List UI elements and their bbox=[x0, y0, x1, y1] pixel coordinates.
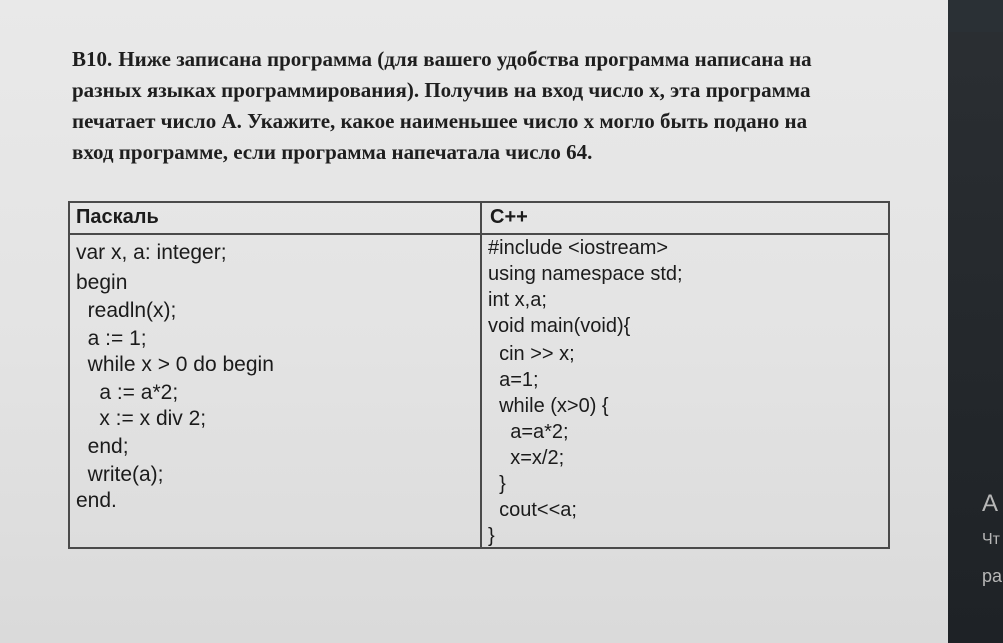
cpp-line: } bbox=[488, 525, 495, 547]
problem-statement bbox=[72, 44, 877, 168]
problem-line-3: печатает число A. Укажите, какое наименьшее число x могло быть подано на bbox=[72, 109, 808, 133]
cpp-line: cin >> x; bbox=[488, 343, 575, 365]
pascal-line: var x, a: integer; bbox=[76, 241, 227, 264]
cpp-line: using namespace std; bbox=[488, 263, 683, 285]
pascal-line: write(a); bbox=[76, 463, 164, 486]
header-cpp: C++ bbox=[490, 206, 528, 228]
pascal-line: a := a*2; bbox=[76, 381, 179, 404]
problem-line-4: вход программе, если программа напечатала число 64. bbox=[72, 140, 593, 164]
pascal-line: end; bbox=[76, 435, 129, 458]
problem-line-1 bbox=[72, 44, 877, 75]
cpp-line: cout<<a; bbox=[488, 499, 577, 521]
problem-text-1: Ниже записана программа (для вашего удобства программа написана на bbox=[118, 47, 812, 71]
column-divider bbox=[480, 203, 482, 547]
cpp-line: x=x/2; bbox=[488, 447, 565, 469]
cpp-line: while (x>0) { bbox=[488, 395, 609, 417]
code-table bbox=[68, 201, 890, 549]
pascal-line: end. bbox=[76, 489, 117, 512]
cpp-line: void main(void){ bbox=[488, 315, 631, 337]
table-header-row bbox=[70, 203, 888, 235]
pascal-line: begin bbox=[76, 271, 128, 294]
screen-top-band bbox=[948, 0, 1003, 32]
pascal-line: x := x div 2; bbox=[76, 407, 207, 430]
cpp-line: } bbox=[488, 473, 506, 495]
pascal-line: readln(x); bbox=[76, 299, 177, 322]
cpp-line: a=1; bbox=[488, 369, 539, 391]
cpp-line: #include <iostream> bbox=[488, 237, 669, 259]
header-pascal: Паскаль bbox=[76, 206, 159, 228]
pascal-code bbox=[76, 241, 476, 541]
background-screen-strip bbox=[948, 0, 1003, 643]
screen-text-fragment: A bbox=[982, 490, 999, 517]
problem-line-2: разных языках программирования). Получив на вход число x, эта программа bbox=[72, 78, 811, 102]
screen-text-fragment: ра bbox=[982, 566, 1003, 586]
cpp-line: a=a*2; bbox=[488, 421, 569, 443]
cpp-code bbox=[488, 237, 883, 547]
cpp-line: int x,a; bbox=[488, 289, 547, 311]
screen-text-fragment: Чт bbox=[982, 531, 1000, 548]
problem-number: B10. bbox=[72, 47, 113, 71]
pascal-line: a := 1; bbox=[76, 327, 147, 350]
pascal-line: while x > 0 do begin bbox=[76, 353, 274, 376]
